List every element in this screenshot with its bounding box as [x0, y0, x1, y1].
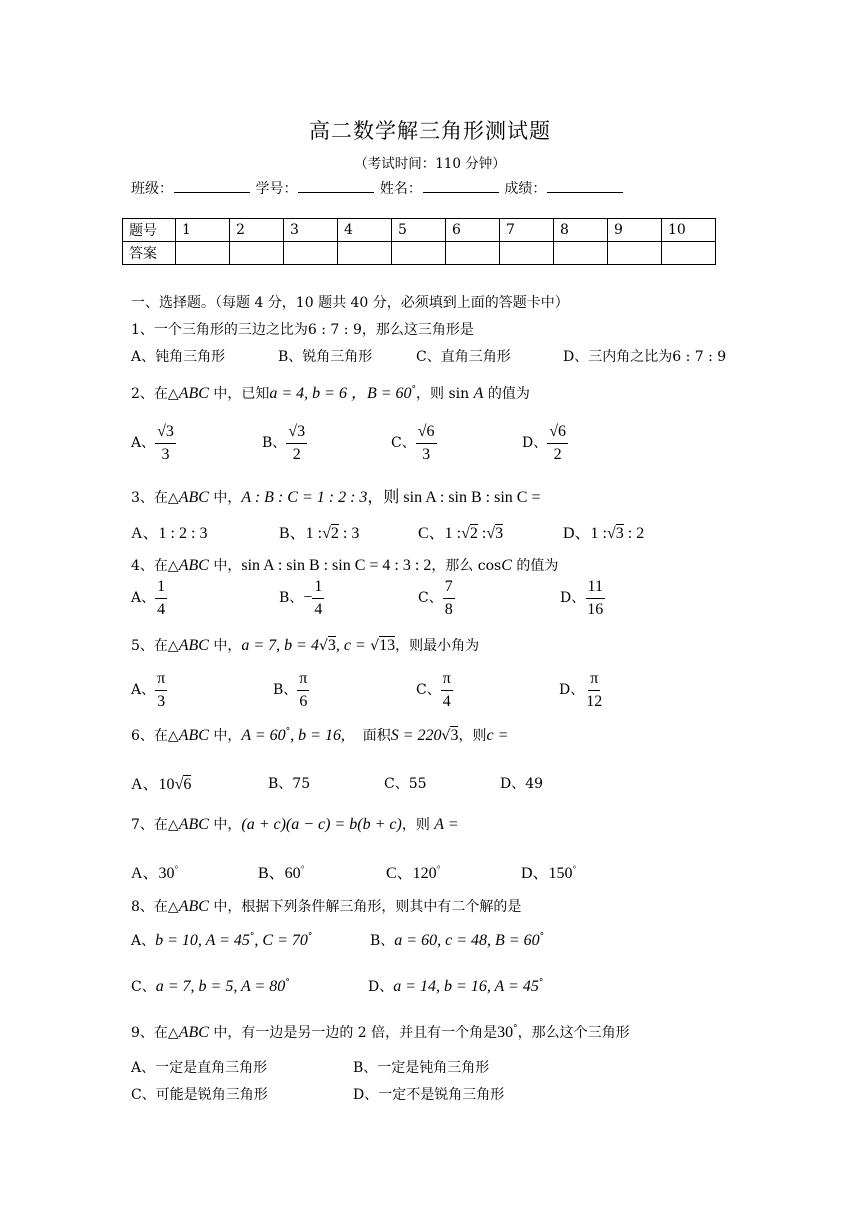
question-4-option-d[interactable]: D、 $\frac{11}{16}$	[560, 578, 604, 618]
question-4-option-b[interactable]: B、− $\frac{1}{4}$	[279, 578, 323, 618]
question-8-option-b[interactable]: B、a = 60, c = 48, B = 60°	[370, 932, 545, 949]
question-3-option-d[interactable]: D、1 :√3 : 2	[563, 525, 645, 542]
question-5-stem: 5、在△ABC 中，a = 7, b = 4√3, c = √13，则最小角为	[131, 637, 480, 654]
question-6-option-a[interactable]: A、10√6	[131, 776, 192, 793]
question-1-option-b[interactable]: B、锐角三角形	[278, 349, 373, 365]
question-3-option-a[interactable]: A、1 : 2 : 3	[131, 525, 208, 542]
question-1-option-c[interactable]: C、直角三角形	[416, 349, 511, 365]
question-4-stem: 4、在△ABC 中，sin A : sin B : sin C = 4 : 3 : 2，那么 cosC 的值为	[131, 557, 559, 574]
question-3-option-c[interactable]: C、1 :√2 :√3	[418, 525, 504, 542]
question-5-option-c[interactable]: C、 $\frac{\pi}{4}$	[416, 670, 451, 710]
question-number-cell: 6	[446, 219, 500, 242]
question-1-option-d[interactable]: D、三内角之比为6 : 7 : 9	[563, 349, 727, 365]
question-number-cell: 9	[608, 219, 662, 242]
class-blank[interactable]	[174, 178, 250, 193]
answer-cell[interactable]	[392, 242, 446, 265]
answer-cell[interactable]	[176, 242, 230, 265]
answer-cell[interactable]	[338, 242, 392, 265]
question-7-stem: 7、在△ABC 中，(a + c)(a − c) = b(b + c)，则 A =	[131, 816, 459, 833]
answer-cell[interactable]	[608, 242, 662, 265]
question-5-option-a[interactable]: A、 $\frac{\pi}{3}$	[131, 670, 166, 710]
question-9-option-b[interactable]: B、一定是钝角三角形	[353, 1060, 490, 1076]
question-1-stem: 1、一个三角形的三边之比为6 : 7 : 9，那么这三角形是	[131, 322, 474, 338]
answer-header: 答案	[123, 242, 176, 265]
question-8-option-c[interactable]: C、a = 7, b = 5, A = 80°	[131, 978, 290, 995]
question-1-option-a[interactable]: A、钝角三角形	[131, 349, 226, 365]
question-2-stem: 2、在△ABC 中，已知a = 4, b = 6 ，B = 60°，则 sin A 的值为	[131, 385, 530, 402]
class-label: 班级：	[131, 181, 173, 197]
name-blank[interactable]	[423, 178, 499, 193]
question-6-option-d[interactable]: D、49	[500, 776, 544, 792]
answer-cell[interactable]	[284, 242, 338, 265]
question-number-header: 题号	[123, 219, 176, 242]
answer-card-table	[122, 218, 716, 265]
question-3-stem: 3、在△ABC 中，A : B : C = 1 : 2 : 3，则 sin A : sin B : sin C =	[131, 489, 541, 506]
student-info-line	[131, 178, 624, 198]
question-3-option-b[interactable]: B、1 :√2 : 3	[279, 525, 360, 542]
question-2-option-a[interactable]: A、 $\frac{√3}{3}$	[131, 423, 174, 463]
question-7-option-d[interactable]: D、150°	[521, 864, 577, 882]
question-9-option-d[interactable]: D、一定不是锐角三角形	[353, 1087, 505, 1103]
answer-cell[interactable]	[446, 242, 500, 265]
student-id-label: 学号：	[255, 181, 298, 197]
answer-cell[interactable]	[662, 242, 716, 265]
score-blank[interactable]	[547, 178, 623, 193]
exam-duration: （考试时间：110 分钟）	[354, 156, 506, 172]
page-title: 高二数学解三角形测试题	[309, 119, 551, 143]
question-6-option-b[interactable]: B、75	[268, 776, 311, 792]
answer-cell[interactable]	[500, 242, 554, 265]
question-7-option-b[interactable]: B、60°	[258, 864, 305, 882]
student-id-blank[interactable]	[298, 178, 374, 193]
question-6-stem: 6、在△ABC 中，A = 60°, b = 16, 面积S = 220√3，则c =	[131, 727, 509, 744]
question-8-option-d[interactable]: D、a = 14, b = 16, A = 45°	[368, 978, 544, 995]
question-4-option-c[interactable]: C、 $\frac{7}{8}$	[418, 578, 453, 618]
question-7-option-c[interactable]: C、120°	[386, 864, 441, 882]
question-5-option-b[interactable]: B、 $\frac{\pi}{6}$	[273, 670, 308, 710]
question-2-option-b[interactable]: B、 $\frac{√3}{2}$	[262, 423, 306, 463]
question-9-stem: 9、在△ABC 中，有一边是另一边的 2 倍，并且有一个角是30°，那么这个三角形	[131, 1024, 630, 1041]
question-6-option-c[interactable]: C、55	[384, 776, 427, 792]
answer-cell[interactable]	[554, 242, 608, 265]
question-9-option-c[interactable]: C、可能是锐角三角形	[131, 1087, 268, 1103]
question-4-option-a[interactable]: A、 $\frac{1}{4}$	[131, 578, 166, 618]
question-9-option-a[interactable]: A、一定是直角三角形	[131, 1060, 268, 1076]
question-number-cell: 7	[500, 219, 554, 242]
answer-cell[interactable]	[230, 242, 284, 265]
question-number-cell: 2	[230, 219, 284, 242]
question-number-cell: 4	[338, 219, 392, 242]
name-label: 姓名：	[379, 181, 422, 197]
question-number-cell: 8	[554, 219, 608, 242]
question-8-option-a[interactable]: A、b = 10, A = 45°, C = 70°	[131, 932, 313, 949]
question-number-row	[123, 219, 716, 242]
answer-row	[123, 242, 716, 265]
question-2-option-c[interactable]: C、 $\frac{√6}{3}$	[391, 423, 435, 463]
score-label: 成绩：	[504, 181, 547, 197]
question-2-option-d[interactable]: D、 $\frac{√6}{2}$	[522, 423, 567, 463]
question-number-cell: 10	[662, 219, 716, 242]
question-number-cell: 3	[284, 219, 338, 242]
question-5-option-d[interactable]: D、 $\frac{\pi}{12}$	[559, 670, 603, 710]
section-heading: 一、选择题。（每题 4 分，10 题共 40 分，必须填到上面的答题卡中）	[131, 295, 569, 311]
question-number-cell: 1	[176, 219, 230, 242]
question-number-cell: 5	[392, 219, 446, 242]
question-7-option-a[interactable]: A、30°	[131, 864, 179, 882]
question-8-stem: 8、在△ABC 中，根据下列条件解三角形，则其中有二个解的是	[131, 898, 522, 915]
